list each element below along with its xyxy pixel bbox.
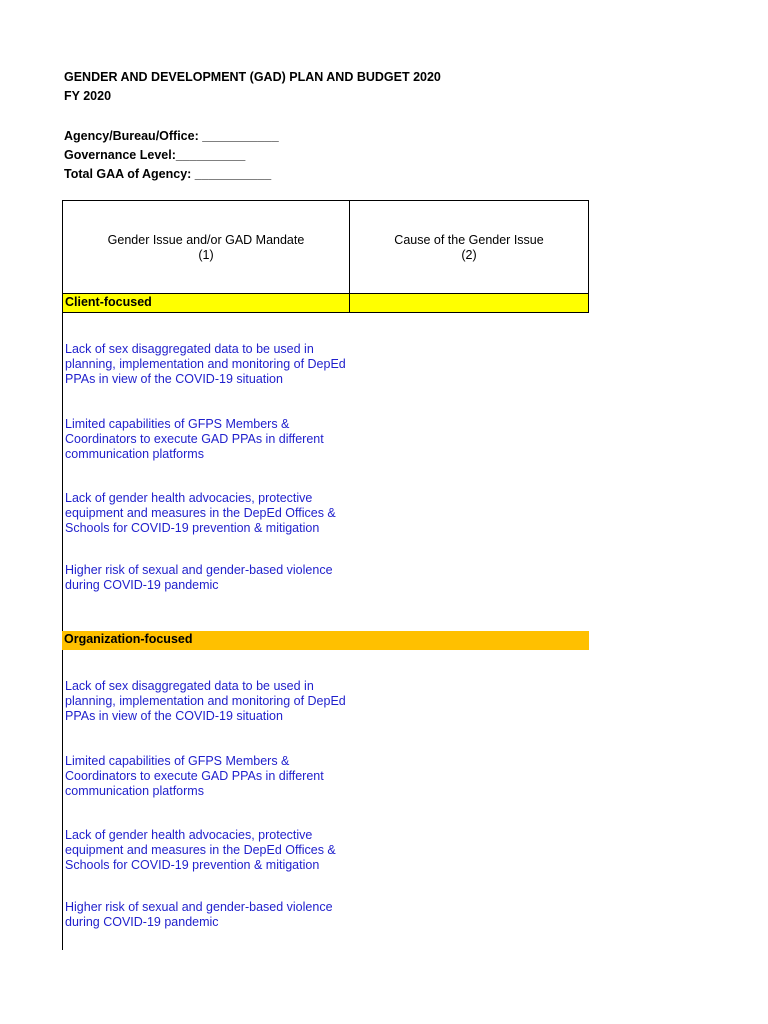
column-header-cause [350,201,588,293]
gender-issue-item: Lack of gender health advocacies, protective equipment and measures in the DepEd Offices & Schools for COVID-19 prevention & mitigation [65,491,336,535]
agency-meta [64,127,279,184]
governance-field: Governance Level:__________ [64,148,246,162]
section-label: Organization-focused [64,632,193,646]
gender-issue-item: Limited capabilities of GFPS Members & Coordinators to execute GAD PPAs in different communication platforms [65,417,324,461]
gender-issue-item: Lack of sex disaggregated data to be used in planning, implementation and monitoring of DepEd PPAs in view of the COVID-19 situation [65,679,346,723]
section-label: Client-focused [63,294,350,312]
gender-issue-item: Higher risk of sexual and gender-based violence during COVID-19 pandemic [65,563,333,592]
gender-issue-item: Lack of gender health advocacies, protective equipment and measures in the DepEd Offices & Schools for COVID-19 prevention & mitigation [65,828,336,872]
total-gaa-field: Total GAA of Agency: ___________ [64,167,272,181]
gender-issue-item: Lack of sex disaggregated data to be used in planning, implementation and monitoring of DepEd PPAs in view of the COVID-19 situation [65,342,346,386]
document-header [64,68,441,106]
section-bar-empty-cell [350,294,588,312]
fiscal-year: FY 2020 [64,89,112,103]
column-header-label: Gender Issue and/or GAD Mandate [107,233,305,247]
column-header-number: (1) [198,248,214,262]
column-header-label: Cause of the Gender Issue [394,233,544,247]
section-bar-client-focused [62,294,589,313]
gender-issue-item: Limited capabilities of GFPS Members & Coordinators to execute GAD PPAs in different communication platforms [65,754,324,798]
column-header-number: (2) [461,248,477,262]
table-header [62,200,589,294]
gender-issue-item: Higher risk of sexual and gender-based violence during COVID-19 pandemic [65,900,333,929]
section-bar-empty-cell [349,631,589,650]
agency-field: Agency/Bureau/Office: ___________ [64,129,279,143]
document-title: GENDER AND DEVELOPMENT (GAD) PLAN AND BUDGET 2020 [64,70,441,84]
column-header-gender-issue [63,201,350,293]
section-bar-organization-focused [62,631,589,650]
